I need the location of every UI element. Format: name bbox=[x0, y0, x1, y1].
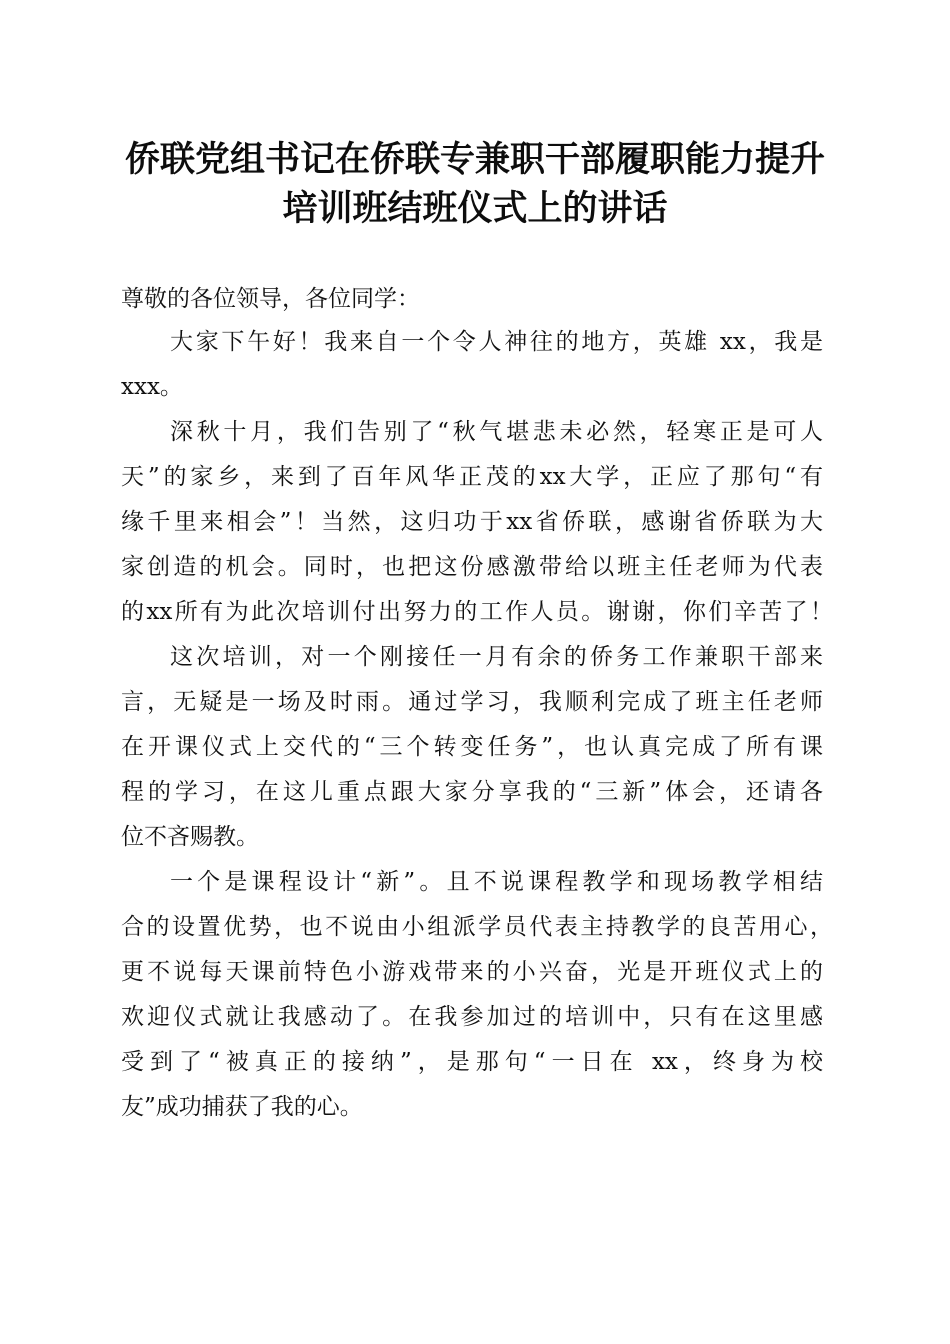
paragraph-4-line-2: 合的设置优势，也不说由小组派学员代表主持教学的良苦用心， bbox=[121, 914, 833, 940]
paragraph-2-line-2: 天”的家乡，来到了百年风华正茂的xx大学，正应了那句“有 bbox=[121, 464, 823, 490]
salutation: 尊敬的各位领导，各位同学： bbox=[121, 286, 420, 312]
paragraph-3-line-5: 位不吝赐教。 bbox=[121, 824, 259, 850]
paragraph-2-line-1: 深秋十月，我们告别了“秋气堪悲未必然，轻寒正是可人 bbox=[170, 419, 823, 445]
paragraph-3-line-1: 这次培训，对一个刚接任一月有余的侨务工作兼职干部来 bbox=[170, 644, 823, 670]
paragraph-4-line-3: 更不说每天课前特色小游戏带来的小兴奋，光是开班仪式上的 bbox=[121, 959, 823, 985]
document-title-line-1: 侨联党组书记在侨联专兼职干部履职能力提升 bbox=[124, 139, 825, 180]
paragraph-4-line-4: 欢迎仪式就让我感动了。在我参加过的培训中，只有在这里感 bbox=[121, 1004, 823, 1030]
paragraph-4-line-1: 一个是课程设计“新”。且不说课程教学和现场教学相结 bbox=[170, 869, 823, 895]
paragraph-4-line-6: 友”成功捕获了我的心。 bbox=[121, 1094, 363, 1120]
paragraph-1-line-1: 大家下午好！我来自一个令人神往的地方，英雄 xx，我是 bbox=[170, 329, 823, 355]
paragraph-4-line-5: 受到了“被真正的接纳”，是那句“一日在 xx，终身为校 bbox=[121, 1049, 823, 1075]
document-title-line-2: 培训班结班仪式上的讲话 bbox=[282, 188, 668, 229]
paragraph-2-line-5: 的xx所有为此次培训付出努力的工作人员。谢谢，你们辛苦了！ bbox=[121, 599, 833, 625]
paragraph-2-line-3: 缘千里来相会”！当然，这归功于xx省侨联，感谢省侨联为大 bbox=[121, 509, 823, 535]
paragraph-3-line-3: 在开课仪式上交代的“三个转变任务”，也认真完成了所有课 bbox=[121, 734, 823, 760]
paragraph-3-line-2: 言，无疑是一场及时雨。通过学习，我顺利完成了班主任老师 bbox=[121, 689, 823, 715]
paragraph-2-line-4: 家创造的机会。同时，也把这份感激带给以班主任老师为代表 bbox=[121, 554, 823, 580]
paragraph-3-line-4: 程的学习，在这儿重点跟大家分享我的“三新”体会，还请各 bbox=[121, 779, 823, 805]
paragraph-1-line-2: xxx。 bbox=[121, 374, 183, 400]
